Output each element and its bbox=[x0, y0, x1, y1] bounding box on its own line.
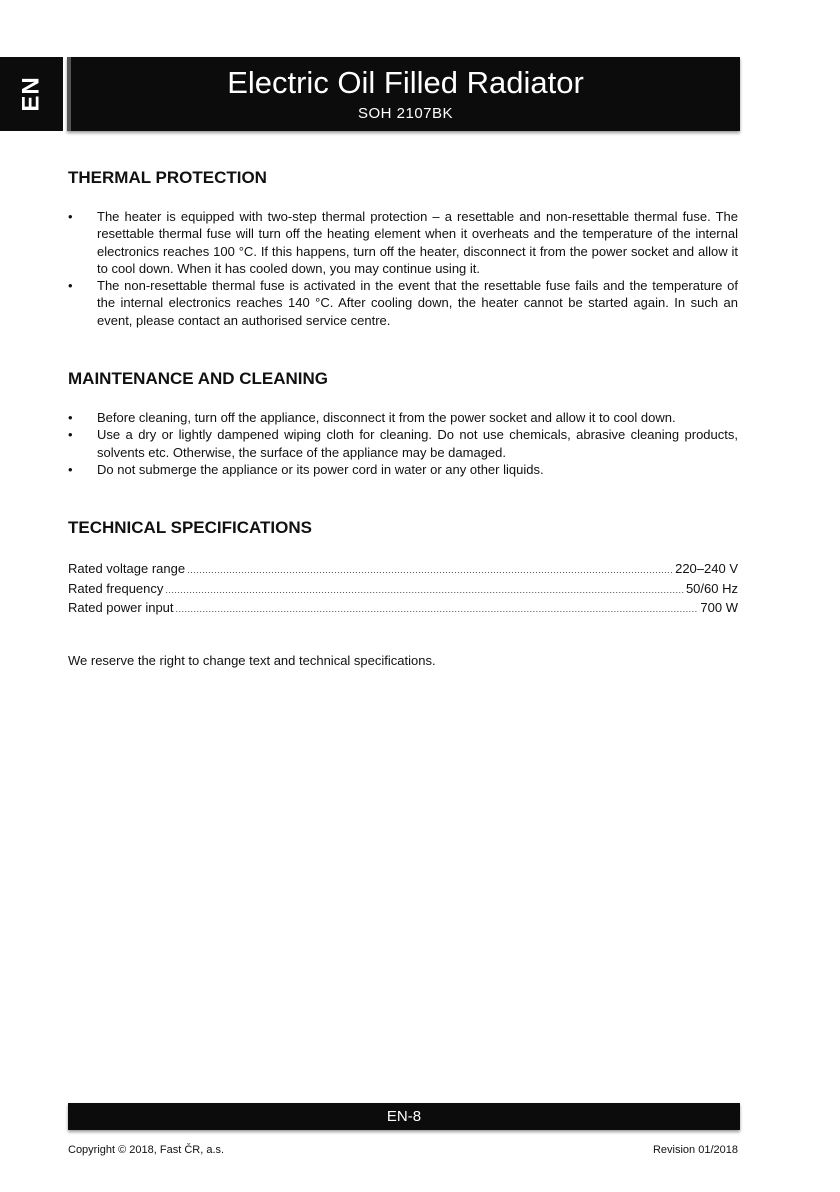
technical-specifications-heading: TECHNICAL SPECIFICATIONS bbox=[68, 518, 312, 538]
list-item: • Use a dry or lightly dampened wiping cloth for cleaning. Do not use chemicals, abrasive cleaning products, solvents etc. Otherwise, the surface of the appliance may be damaged. bbox=[68, 426, 738, 461]
page-title: Electric Oil Filled Radiator bbox=[227, 65, 584, 100]
spec-row bbox=[68, 599, 738, 619]
thermal-protection-heading: THERMAL PROTECTION bbox=[68, 168, 267, 187]
language-tab bbox=[0, 57, 63, 131]
spec-label: Rated frequency bbox=[68, 580, 164, 596]
page-number: EN-8 bbox=[386, 1108, 422, 1125]
list-item: • The non-resettable thermal fuse is activated in the event that the resettable fuse fails and the temperature of the internal electronics reaches 140 °C. After cooling down, the heater cannot be started again. In such an event, please contact an authorised service centre. bbox=[68, 277, 738, 329]
leader-dots bbox=[176, 599, 699, 619]
leader-dots bbox=[187, 560, 673, 580]
spec-value: 220–240 V bbox=[675, 561, 738, 577]
list-item: • Do not submerge the appliance or its power cord in water or any other liquids. bbox=[68, 461, 738, 478]
language-label: EN bbox=[17, 76, 45, 112]
leader-dots bbox=[165, 580, 684, 600]
maintenance-list bbox=[68, 409, 738, 478]
maintenance-heading: MAINTENANCE AND CLEANING bbox=[68, 369, 329, 389]
main-content bbox=[68, 168, 738, 669]
header-bar bbox=[67, 57, 740, 131]
revision-text: Revision 01/2018 bbox=[652, 1144, 738, 1156]
spec-label: Rated power input bbox=[68, 600, 174, 616]
list-item: • The heater is equipped with two-step thermal protection – a resettable and non-resettable thermal fuse. The resettable thermal fuse will turn off the heating element when it overheats and the temperature of the internal electronics reaches 100 °C. If this happens, turn off the heater, disconnect it from the power socket and allow it to cool down. When it has cooled down, you may continue using it. bbox=[68, 208, 738, 277]
model-number: SOH 2107BK bbox=[357, 105, 454, 122]
disclaimer-note: We reserve the right to change text and technical specifications. bbox=[68, 652, 436, 668]
list-item: • Before cleaning, turn off the appliance, disconnect it from the power socket and allow it to cool down. bbox=[68, 409, 738, 426]
spec-value: 50/60 Hz bbox=[685, 580, 738, 596]
spec-label: Rated voltage range bbox=[68, 561, 186, 577]
copyright-text: Copyright © 2018, Fast ČR, a.s. bbox=[68, 1144, 225, 1156]
specifications-table bbox=[68, 560, 738, 619]
spec-value: 700 W bbox=[700, 600, 738, 616]
thermal-protection-list bbox=[68, 208, 738, 329]
spec-row bbox=[68, 560, 738, 580]
spec-row bbox=[68, 580, 738, 600]
page-number-bar bbox=[68, 1103, 740, 1130]
